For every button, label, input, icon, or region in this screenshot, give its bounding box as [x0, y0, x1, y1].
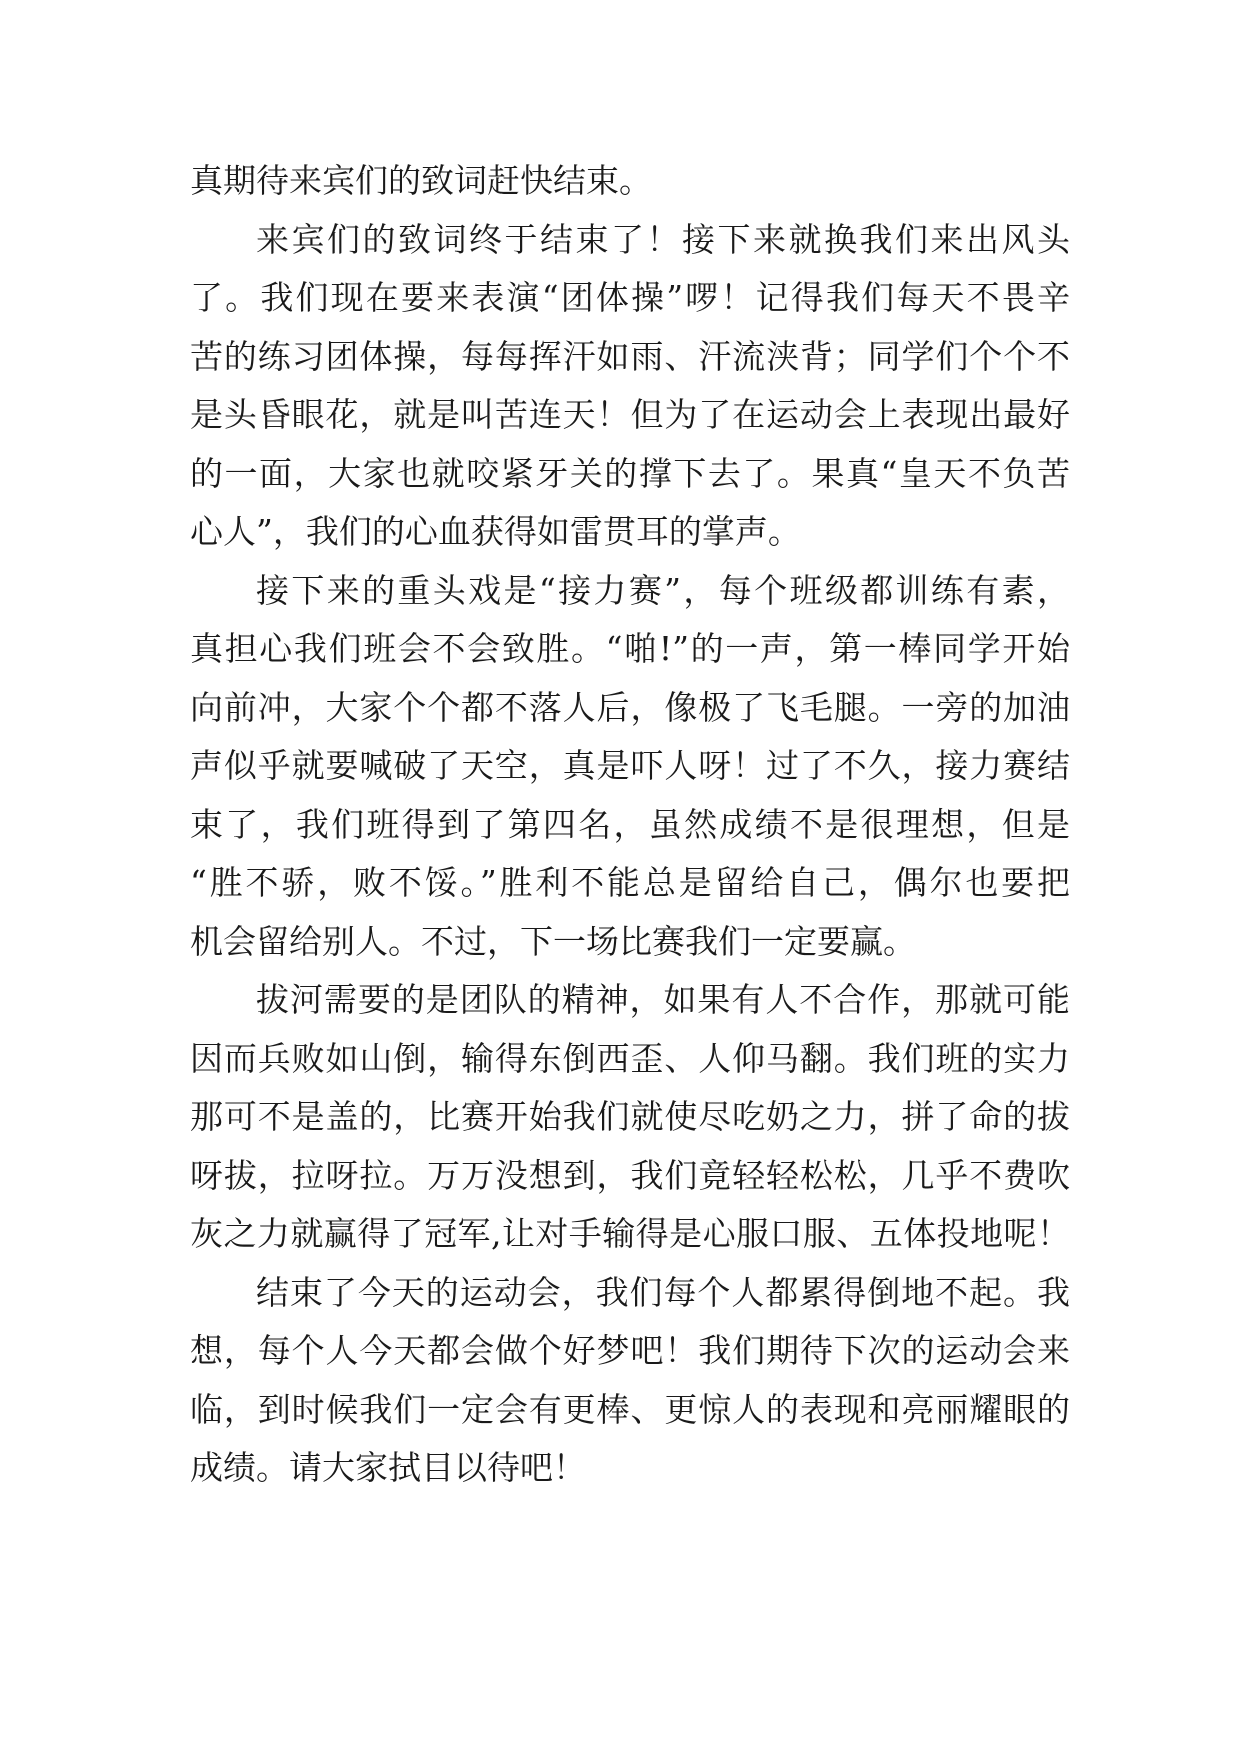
text-line: 是头昏眼花，就是叫苦连天！但为了在运动会上表现出最好	[190, 395, 1070, 434]
text-line: 束了，我们班得到了第四名，虽然成绩不是很理想，但是	[190, 804, 1070, 844]
text-line: 想，每个人今天都会做个好梦吧！我们期待下次的运动会来	[190, 1331, 1070, 1370]
text-line: “胜不骄，败不馁。”胜利不能总是留给自己，偶尔也要把	[190, 863, 1070, 902]
text-line: 灰之力就赢得了冠军,让对手输得是心服口服、五体投地呢！	[190, 1214, 1070, 1253]
text-line: 呀拔，拉呀拉。万万没想到，我们竟轻轻松松，几乎不费吹	[190, 1155, 1070, 1195]
text-line: 心人”，我们的心血获得如雷贯耳的掌声。	[190, 512, 801, 551]
paragraph-start-line: 拔河需要的是团队的精神，如果有人不合作，那就可能	[256, 980, 1070, 1019]
text-line: 了。我们现在要来表演“团体操”啰！记得我们每天不畏辛	[190, 278, 1070, 317]
paragraph-start-line: 来宾们的致词终于结束了！接下来就换我们来出风头	[256, 219, 1070, 259]
text-line: 真担心我们班会不会致胜。“啪!”的一声，第一棒同学开始	[190, 629, 1070, 668]
text-line: 因而兵败如山倒，输得东倒西歪、人仰马翻。我们班的实力	[190, 1038, 1070, 1078]
text-line: 机会留给别人。不过，下一场比赛我们一定要赢。	[190, 921, 916, 961]
text-line: 声似乎就要喊破了天空，真是吓人呀！过了不久，接力赛结	[190, 746, 1070, 785]
text-line: 苦的练习团体操，每每挥汗如雨、汗流浃背；同学们个个不	[190, 336, 1070, 376]
text-line: 那可不是盖的，比赛开始我们就使尽吃奶之力，拼了命的拔	[190, 1097, 1070, 1136]
text-line: 临，到时候我们一定会有更棒、更惊人的表现和亮丽耀眼的	[190, 1389, 1070, 1429]
text-line: 向前冲，大家个个都不落人后，像极了飞毛腿。一旁的加油	[190, 687, 1070, 727]
text-line: 成绩。请大家拭目以待吧！	[190, 1448, 586, 1487]
paragraph-start-line: 结束了今天的运动会，我们每个人都累得倒地不起。我	[256, 1272, 1070, 1312]
text-line: 的一面，大家也就咬紧牙关的撑下去了。果真“皇天不负苦	[190, 453, 1070, 493]
essay-body	[190, 152, 1070, 1498]
paragraph-start-line: 接下来的重头戏是“接力赛”，每个班级都训练有素，	[256, 570, 1070, 610]
text-line: 真期待来宾们的致词赶快结束。	[190, 161, 652, 200]
